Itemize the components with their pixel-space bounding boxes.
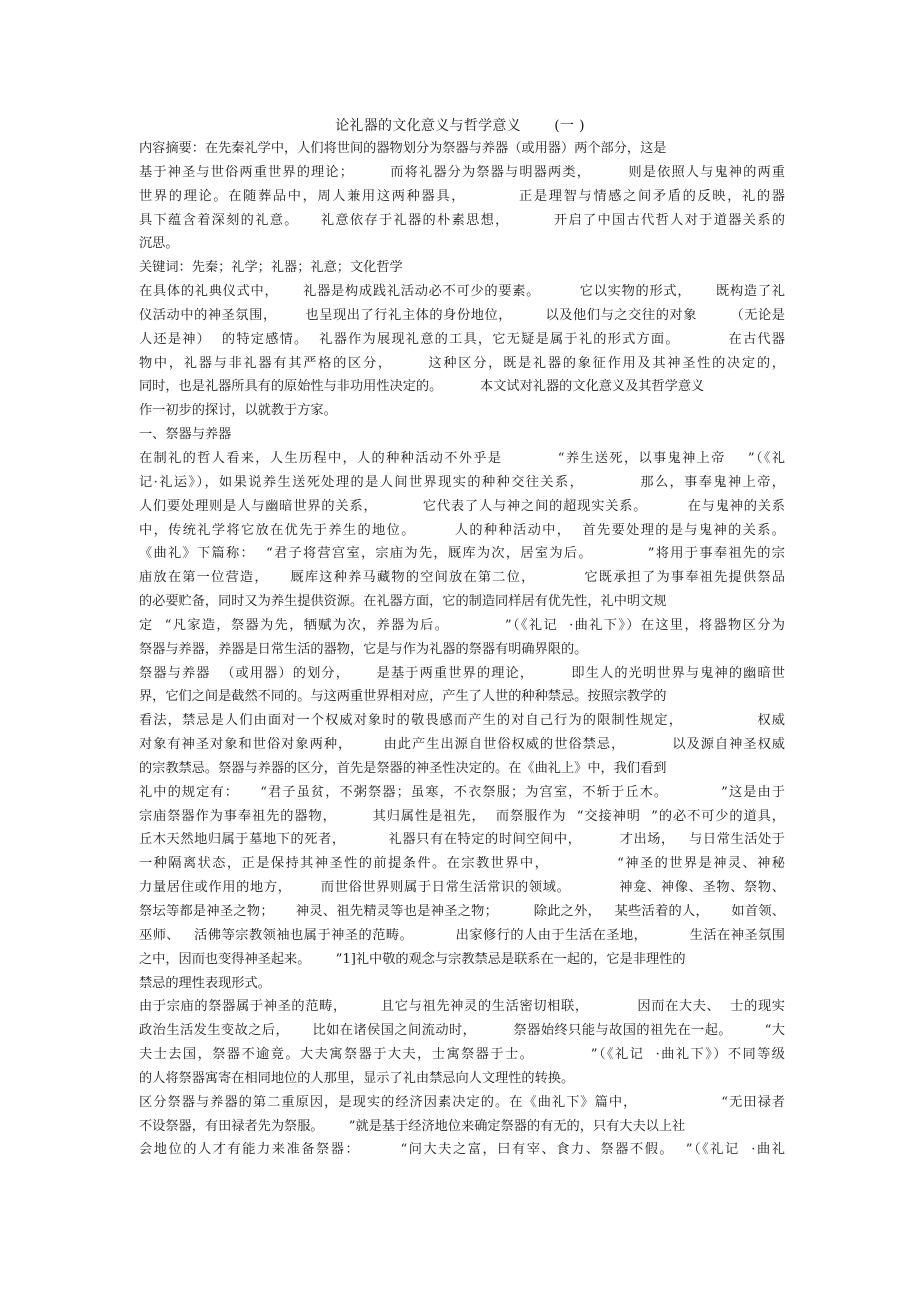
- text-line: 在制礼的哲人看来，人生历程中，人的种种活动不外乎是 “养生送死，以事鬼神上帝 ”（《礼: [139, 450, 785, 466]
- text-line: 《曲礼》下篇称： “君子将营宫室，宗庙为先，厩库为次，居室为后。 ”将用于事奉祖先的宗: [139, 546, 785, 562]
- text-line: 的人将祭器寓寄在相同地位的人那里，显示了礼由禁忌向人文理性的转换。: [139, 1070, 575, 1086]
- text-line: 庙放在第一位营造， 厩库这种养马藏物的空间放在第二位， 它既承担了为事奉祖先提供祭品: [139, 570, 785, 586]
- text-line: 世界的理论。在随葬品中，周人兼用这两种器具， 正是理智与情感之间矛盾的反映，礼的器: [139, 188, 785, 204]
- text-line: 宗庙祭器作为事奉祖先的器物， 其归属性是祖先， 而祭服作为 “交接神明 ”的必不可少的道具，: [139, 808, 785, 824]
- text-line: 人还是神） 的特定感情。 礼器作为展现礼意的工具，它无疑是属于礼的形式方面。 在古代器: [139, 331, 785, 347]
- text-line: 对象有神圣对象和世俗对象两种， 由此产生出源自世俗权威的世俗禁忌， 以及源自神圣权威: [139, 737, 785, 753]
- text-line: 会地位的人才有能力来准备祭器： “问大夫之富，曰有宰、食力、祭器不假。 ”（《礼记 ·曲礼: [139, 1142, 785, 1158]
- text-line: 在具体的礼典仪式中， 礼器是构成践礼活动必不可少的要素。 它以实物的形式， 既构造了礼: [139, 284, 785, 300]
- text-line: 由于宗庙的祭器属于神圣的范畴， 且它与祖先神灵的生活密切相联， 因而在大夫、 士的现实: [139, 999, 785, 1015]
- text-line: 沉思。: [139, 236, 179, 252]
- text-line: 祭器与养器，养器是日常生活的器物，它是与作为礼器的祭器有明确界限的。: [139, 641, 588, 657]
- document-title: 论礼器的文化意义与哲学意义 (一 ): [335, 118, 585, 134]
- text-line: 中，传统礼学将它放在优先于养生的地位。 人的种种活动中， 首先要处理的是与鬼神的关系。: [139, 522, 785, 538]
- text-line: 区分祭器与养器的第二重原因，是现实的经济因素决定的。在《曲礼下》篇中， “无田禄者: [139, 1094, 785, 1110]
- text-line: 人们要处理则是人与幽暗世界的关系， 它代表了人与神之间的超现实关系。 在与鬼神的关系: [139, 498, 785, 514]
- text-line: 看法，禁忌是人们由面对一个权威对象时的敬畏感而产生的对自己行为的限制性规定， 权威: [139, 713, 785, 729]
- text-line: 丘木天然地归属于墓地下的死者， 礼器只有在特定的时间空间中， 才出场， 与日常生活处于: [139, 832, 785, 848]
- text-line: 内容摘要：在先秦礼学中，人们将世间的器物划分为祭器与养器（或用器）两个部分，这是: [139, 141, 667, 156]
- text-line: 祭器与养器 （或用器）的划分， 是基于两重世界的理论， 即生人的光明世界与鬼神的幽暗世: [139, 665, 785, 681]
- text-line: 禁忌的理性表现形式。: [139, 975, 271, 991]
- text-line: 礼中的规定有： “君子虽贫，不粥祭器；虽寒，不衣祭服；为宫室，不斩于丘木。 ”这是由于: [139, 784, 785, 800]
- text-line: 夫士去国，祭器不逾竟。大夫寓祭器于大夫，士寓祭器于士。 ”（《礼记 ·曲礼下》）不同等级: [139, 1047, 785, 1063]
- text-line: 政治生活发生变故之后， 比如在诸侯国之间流动时， 祭器始终只能与故国的祖先在一起。 “大: [139, 1023, 785, 1039]
- text-line: 具下蕴含着深刻的礼意。 礼意依存于礼器的朴素思想， 开启了中国古代哲人对于道器关系的: [139, 212, 785, 228]
- text-line: 基于神圣与世俗两重世界的理论； 而将礼器分为祭器与明器两类， 则是依照人与鬼神的两重: [139, 164, 785, 180]
- text-line: 记·礼运》），如果说养生送死处理的是人间世界现实的种种交往关系， 那么，事奉鬼神上帝，: [139, 474, 785, 490]
- text-line: 界，它们之间是截然不同的。与这两重世界相对应，产生了人世的种种禁忌。按照宗教学的: [139, 689, 667, 705]
- text-line: 之中，因而也变得神圣起来。 ”1]礼中敬的观念与宗教禁忌是联系在一起的，它是非理性的: [139, 951, 686, 967]
- text-line: 作一初步的探讨，以就教于方家。: [139, 403, 337, 419]
- text-line: 仪活动中的神圣氛围， 也呈现出了行礼主体的身份地位， 以及他们与之交往的对象 （无论是: [139, 307, 785, 323]
- text-line: 祭坛等都是神圣之物； 神灵、祖先精灵等也是神圣之物； 除此之外， 某些活着的人， 如首领、: [139, 904, 785, 919]
- text-line: 物中，礼器与非礼器有其严格的区分， 这种区分，既是礼器的象征作用及其神圣性的决定的，: [139, 355, 785, 371]
- text-line: 一种隔离状态，正是保持其神圣性的前提条件。在宗教世界中， “神圣的世界是神灵、神秘: [139, 856, 785, 872]
- text-line: 不设祭器，有田禄者先为祭服。 ”就是基于经济地位来确定祭器的有无的，只有大夫以上社: [139, 1118, 686, 1134]
- text-line: 同时，也是礼器所具有的原始性与非功用性决定的。 本文试对礼器的文化意义及其哲学意义: [139, 379, 705, 395]
- text-line: 巫师、 活佛等宗教领袖也属于神圣的范畴。 出家修行的人由于生活在圣地， 生活在神圣氛围: [139, 927, 785, 943]
- text-line: 的必要贮备，同时又为养生提供资源。在礼器方面，它的制造同样居有优先性，礼中明文规: [139, 594, 667, 610]
- document-body: [139, 137, 785, 1162]
- text-line: 力量居住或作用的地方， 而世俗世界则属于日常生活常识的领域。 神龛、神像、圣物、祭物、: [139, 880, 785, 896]
- text-line: 一、祭器与养器: [139, 427, 232, 443]
- text-line: 关键词：先秦；礼学；礼器；礼意；文化哲学: [139, 260, 403, 276]
- text-line: 的宗教禁忌。祭器与养器的区分，首先是祭器的神圣性决定的。在《曲礼上》中，我们看到: [139, 760, 667, 776]
- text-line: 定 “凡家造，祭器为先，牺赋为次，养器为后。 ”（《礼记 ·曲礼下》）在这里，将器物区分为: [139, 617, 785, 633]
